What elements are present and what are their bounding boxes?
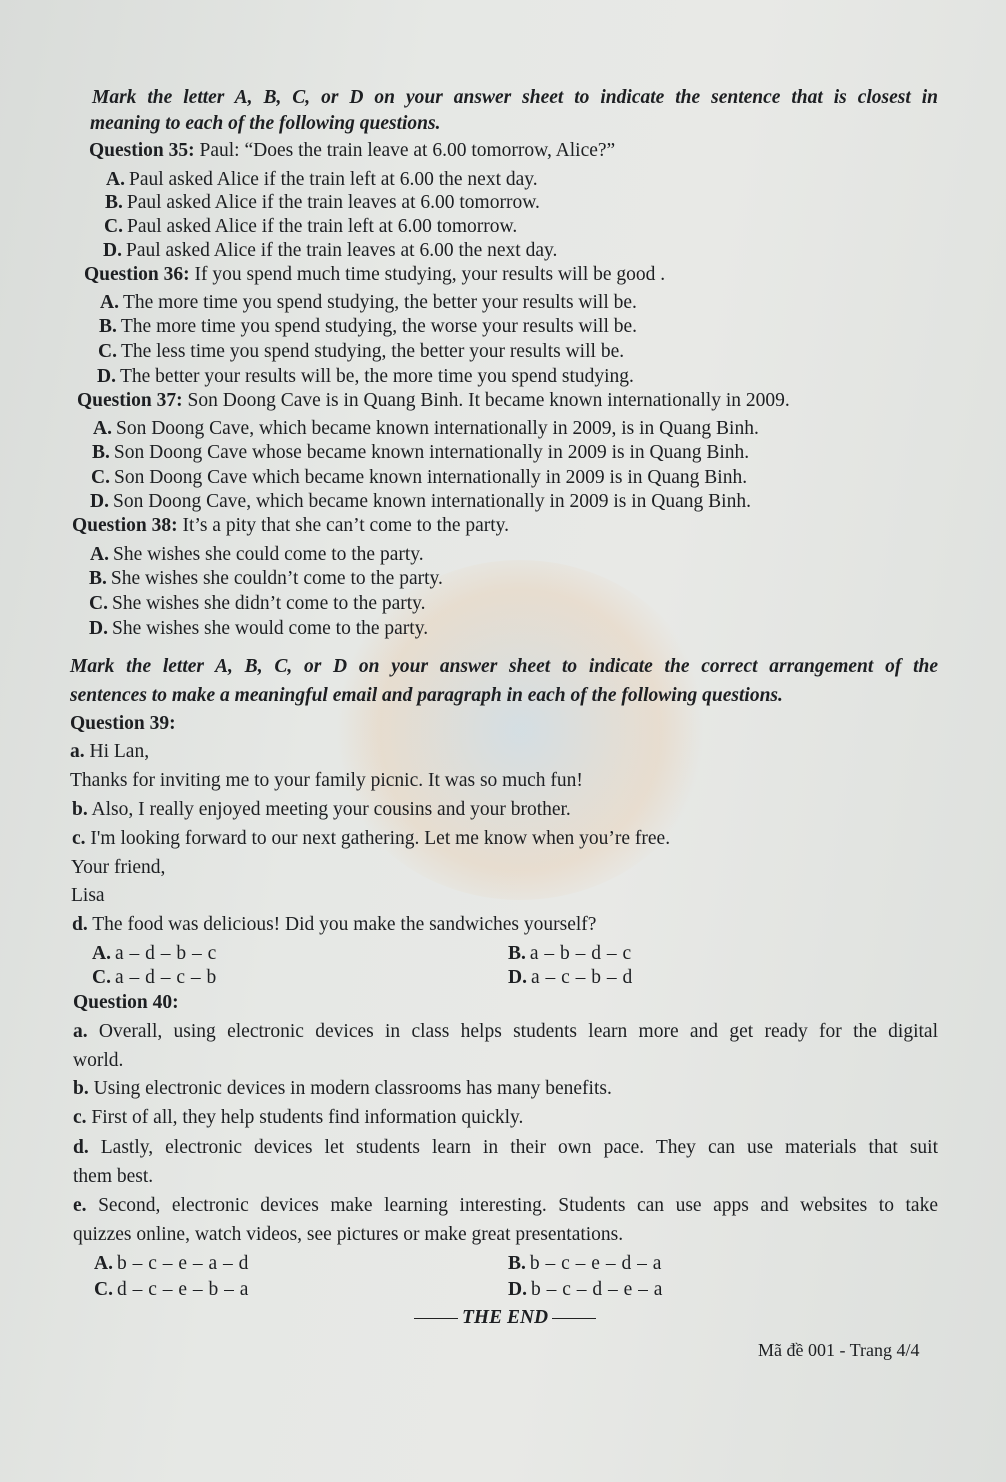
option-36-d[interactable]	[97, 365, 634, 389]
option-38-d[interactable]	[89, 617, 428, 641]
sentence-text: I'm looking forward to our next gathering. Let me know when you’re free.	[90, 828, 671, 849]
option-38-c[interactable]	[89, 592, 426, 616]
option-text: Paul asked Alice if the train leaves at 6.00 the next day.	[125, 240, 558, 261]
option-40-b[interactable]	[508, 1252, 662, 1276]
sentence-text: Hi Lan,	[89, 741, 150, 762]
option-37-a[interactable]	[93, 417, 759, 441]
sentence-letter: c.	[72, 828, 86, 849]
option-36-a[interactable]	[100, 291, 637, 315]
option-38-a[interactable]	[90, 543, 424, 567]
option-text: Paul asked Alice if the train left at 6.00 tomorrow.	[126, 216, 518, 237]
option-letter: D.	[508, 967, 527, 988]
option-text: b – c – d – e – a	[530, 1279, 663, 1300]
option-40-d[interactable]	[508, 1278, 663, 1302]
option-text: She wishes she couldn’t come to the party.	[110, 568, 443, 589]
option-letter: A.	[92, 943, 111, 964]
option-text: The less time you spend studying, the better your results will be.	[120, 341, 625, 362]
q40-sentence-c	[73, 1106, 523, 1130]
divider	[552, 1318, 596, 1319]
option-letter: A.	[106, 169, 125, 190]
option-39-c[interactable]	[92, 966, 217, 990]
divider	[414, 1318, 458, 1319]
option-letter: A.	[93, 418, 112, 439]
option-35-b[interactable]	[105, 191, 540, 215]
option-text: b – c – e – a – d	[116, 1253, 249, 1274]
q39-sentence-b	[72, 798, 571, 822]
q39-sentence-d	[72, 913, 596, 937]
option-text: Son Doong Cave which became known internationally in 2009 is in Quang Binh.	[113, 467, 748, 488]
question-37	[77, 389, 790, 413]
option-text: Son Doong Cave whose became known internationally in 2009 is in Quang Binh.	[113, 442, 750, 463]
option-letter: A.	[90, 544, 109, 565]
option-letter: D.	[89, 618, 108, 639]
option-letter: D.	[103, 240, 122, 261]
option-text: The more time you spend studying, the worse your results will be.	[120, 316, 638, 337]
option-35-c[interactable]	[104, 215, 517, 239]
question-38	[72, 514, 509, 538]
sentence-text: Lastly, electronic devices let students learn in their own pace. They can use materials that suit	[100, 1137, 938, 1158]
option-text: a – d – b – c	[114, 943, 217, 964]
option-letter: C.	[98, 341, 117, 362]
option-text: b – c – e – d – a	[529, 1253, 662, 1274]
question-35	[89, 139, 615, 163]
question-label: Question 35:	[89, 140, 195, 161]
option-39-b[interactable]	[508, 942, 632, 966]
option-letter: B.	[508, 943, 526, 964]
question-label: Question 36:	[84, 264, 190, 285]
q39-sentence-a	[70, 740, 149, 764]
option-text: She wishes she would come to the party.	[111, 618, 429, 639]
option-letter: B.	[92, 442, 110, 463]
option-text: She wishes she could come to the party.	[112, 544, 424, 565]
option-letter: A.	[94, 1253, 113, 1274]
sentence-text: First of all, they help students find information quickly.	[91, 1107, 524, 1128]
option-letter: B.	[508, 1253, 526, 1274]
option-37-c[interactable]	[91, 466, 747, 490]
q40-sentence-d-cont: them best.	[73, 1166, 154, 1187]
q40-sentence-a	[73, 1020, 938, 1044]
option-text: The more time you spend studying, the better your results will be.	[122, 292, 637, 313]
option-letter: D.	[90, 491, 109, 512]
option-text: Paul asked Alice if the train left at 6.00 the next day.	[128, 169, 538, 190]
instruction-2-line1: Mark the letter A, B, C, or D on your answer sheet to indicate the correct arrangement of the	[70, 656, 938, 677]
option-text: d – c – e – b – a	[116, 1279, 249, 1300]
option-letter: D.	[508, 1279, 527, 1300]
page-footer: Mã đề 001 - Trang 4/4	[758, 1340, 920, 1360]
question-40-label: Question 40:	[73, 992, 179, 1013]
sentence-letter: b.	[72, 799, 88, 820]
instruction-2-line2: sentences to make a meaningful email and paragraph in each of the following questions.	[70, 685, 783, 706]
option-text: a – c – b – d	[530, 967, 633, 988]
sentence-letter: d.	[72, 914, 88, 935]
option-40-a[interactable]	[94, 1252, 249, 1276]
sentence-text: Second, electronic devices make learning interesting. Students can use apps and websites to take	[98, 1195, 938, 1216]
question-stem: Son Doong Cave is in Quang Binh. It became known internationally in 2009.	[187, 390, 790, 411]
question-36	[84, 263, 665, 287]
sentence-letter: c.	[73, 1107, 87, 1128]
sentence-text: Using electronic devices in modern classrooms has many benefits.	[93, 1078, 612, 1099]
instruction-1-line1: Mark the letter A, B, C, or D on your answer sheet to indicate the sentence that is closest in	[92, 87, 938, 108]
q39-signoff: Your friend,	[71, 857, 166, 878]
option-39-a[interactable]	[92, 942, 217, 966]
option-37-d[interactable]	[90, 490, 751, 514]
option-text: a – b – d – c	[529, 943, 632, 964]
q40-sentence-e-cont: quizzes online, watch videos, see pictures or make great presentations.	[73, 1224, 624, 1245]
q40-sentence-e	[73, 1194, 938, 1218]
sentence-text: The food was delicious! Did you make the sandwiches yourself?	[92, 914, 597, 935]
the-end	[410, 1307, 600, 1329]
option-40-c[interactable]	[94, 1278, 249, 1302]
q39-sentence-a-cont: Thanks for inviting me to your family picnic. It was so much fun!	[70, 770, 583, 791]
option-text: Son Doong Cave, which became known internationally in 2009, is in Quang Binh.	[115, 418, 759, 439]
question-stem: If you spend much time studying, your results will be good .	[194, 264, 666, 285]
q39-sentence-c	[72, 827, 670, 851]
instruction-1-line2: meaning to each of the following questions.	[90, 113, 441, 134]
option-letter: C.	[89, 593, 108, 614]
q40-sentence-b	[73, 1077, 612, 1101]
sentence-letter: e.	[73, 1195, 87, 1216]
option-letter: B.	[89, 568, 107, 589]
option-letter: C.	[104, 216, 123, 237]
sentence-letter: a.	[70, 741, 85, 762]
option-letter: C.	[94, 1279, 113, 1300]
sentence-letter: d.	[73, 1137, 89, 1158]
option-letter: C.	[91, 467, 110, 488]
option-letter: A.	[100, 292, 119, 313]
question-39-label: Question 39:	[70, 713, 176, 734]
option-letter: B.	[99, 316, 117, 337]
option-35-d[interactable]	[103, 239, 557, 263]
question-label: Question 37:	[77, 390, 183, 411]
question-stem: It’s a pity that she can’t come to the party.	[182, 515, 510, 536]
q40-sentence-d	[73, 1136, 938, 1160]
sentence-text: Also, I really enjoyed meeting your cousins and your brother.	[91, 799, 571, 820]
option-text: Paul asked Alice if the train leaves at 6.00 tomorrow.	[126, 192, 540, 213]
option-36-b[interactable]	[99, 315, 637, 339]
option-39-d[interactable]	[508, 966, 633, 990]
option-37-b[interactable]	[92, 441, 749, 465]
sentence-text: Overall, using electronic devices in class helps students learn more and get ready for the digital	[98, 1021, 938, 1042]
sentence-letter: b.	[73, 1078, 89, 1099]
option-letter: D.	[97, 366, 116, 387]
the-end-text: THE END	[462, 1307, 549, 1328]
option-text: The better your results will be, the more time you spend studying.	[119, 366, 634, 387]
q39-signature: Lisa	[71, 885, 105, 906]
question-label: Question 38:	[72, 515, 178, 536]
option-text: a – d – c – b	[114, 967, 217, 988]
option-36-c[interactable]	[98, 340, 624, 364]
option-letter: C.	[92, 967, 111, 988]
option-38-b[interactable]	[89, 567, 443, 591]
q40-sentence-a-cont: world.	[73, 1050, 124, 1071]
option-35-a[interactable]	[106, 168, 538, 192]
question-stem: Paul: “Does the train leave at 6.00 tomorrow, Alice?”	[199, 140, 616, 161]
option-letter: B.	[105, 192, 123, 213]
option-text: Son Doong Cave, which became known internationally in 2009 is in Quang Binh.	[112, 491, 751, 512]
sentence-letter: a.	[73, 1021, 88, 1042]
option-text: She wishes she didn’t come to the party.	[111, 593, 426, 614]
